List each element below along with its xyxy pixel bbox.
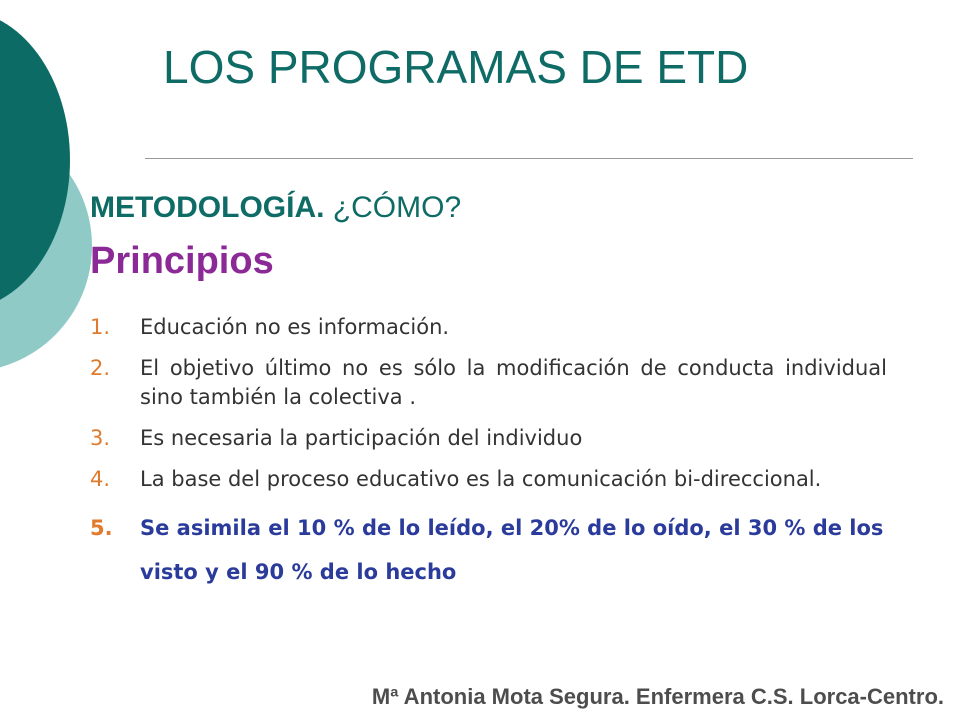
list-item-number: 3.	[90, 426, 111, 450]
title-divider	[145, 158, 913, 159]
list-item	[90, 313, 887, 342]
list-item-highlighted	[90, 506, 887, 594]
principles-list	[90, 313, 887, 606]
list-item-number: 5.	[90, 516, 113, 540]
subheading	[90, 191, 461, 225]
principles-heading: Principios	[90, 240, 274, 282]
list-item-text: La base del proceso educativo es la comunicación bi-direccional.	[140, 467, 822, 491]
list-item-text: Es necesaria la participación del individuo	[140, 426, 583, 450]
footer-author: Mª Antonia Mota Segura. Enfermera C.S. Lorca-Centro.	[371, 684, 944, 709]
list-item	[90, 465, 887, 494]
list-item-text: El objetivo último no es sólo la modificación de conducta individual sino también la colectiva .	[140, 356, 887, 409]
list-item-text: Educación no es información.	[140, 315, 450, 339]
list-item-number: 4.	[90, 467, 111, 491]
list-item	[90, 354, 887, 412]
list-item-text: Se asimila el 10 % de lo leído, el 20% de lo oído, el 30 % de los visto y el 90 % de lo hecho	[140, 516, 884, 584]
subheading-bold: METODOLOGÍA.	[90, 191, 325, 224]
list-item	[90, 424, 887, 453]
list-item-number: 2.	[90, 356, 111, 380]
subheading-question: ¿CÓMO?	[332, 191, 462, 224]
slide-title: LOS PROGRAMAS DE ETD	[163, 41, 749, 93]
list-item-number: 1.	[90, 315, 111, 339]
